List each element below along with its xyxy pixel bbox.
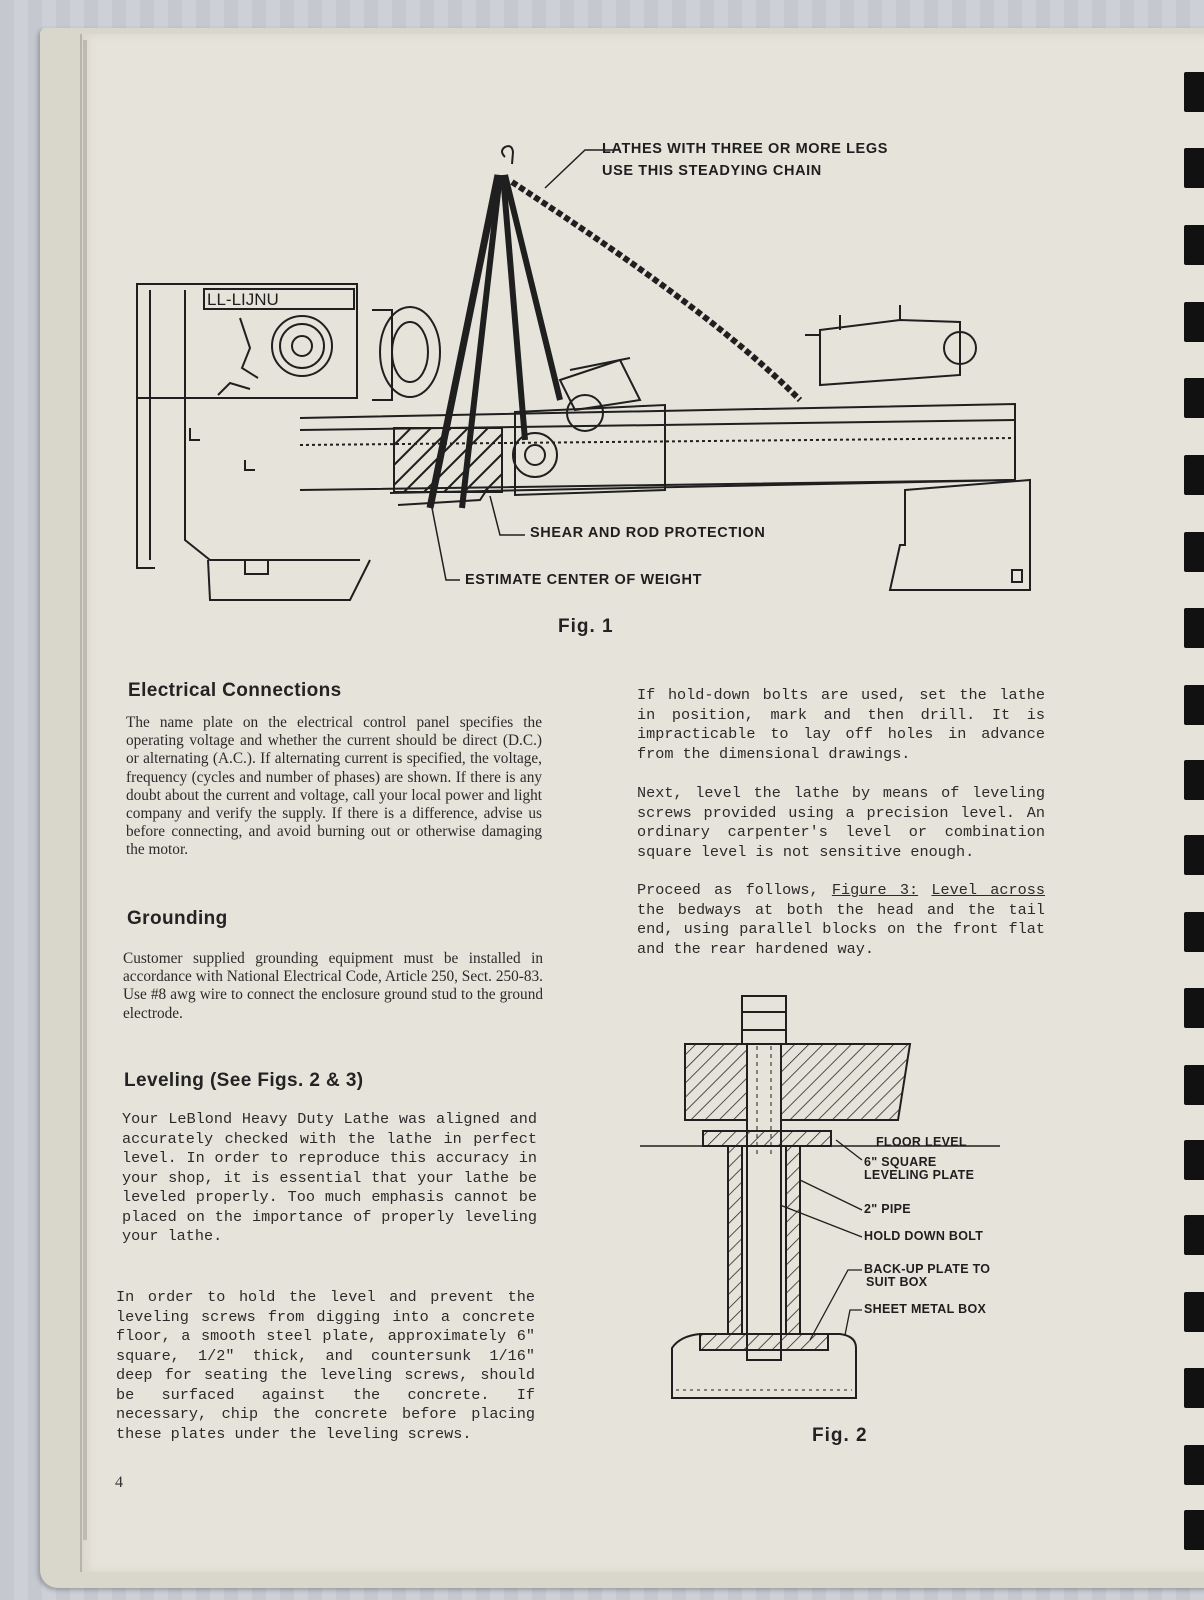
chain-callout: LATHES WITH THREE OR MORE LEGS USE THIS STEADYING CHAIN xyxy=(602,141,888,179)
figure1-caption: Fig. 1 xyxy=(558,616,614,637)
electrical-heading: Electrical Connections xyxy=(128,680,342,701)
leveling-heading: Leveling (See Figs. 2 & 3) xyxy=(124,1070,364,1091)
leveling-para1: Your LeBlond Heavy Duty Lathe was aligned and accurately checked with the lathe in perfect level. In order to reproduce this accuracy in your shop, it is essential that your lathe be leveled properly. Too much emphasis cannot be placed on the importance of properly leveling your lathe. xyxy=(122,1110,537,1245)
figure2-caption: Fig. 2 xyxy=(812,1425,868,1446)
grounding-body: Customer supplied grounding equipment must be installed in accordance with National Electrical Code, Article 250, Sect. 250-83. Use #8 awg wire to connect the enclosure ground stud to the ground electrode. xyxy=(123,950,543,1022)
leveling-plate-label-1: 6" SQUARE xyxy=(864,1155,937,1169)
holddown-paragraph: If hold-down bolts are used, set the lathe in position, mark and then drill. It is impracticable to lay off holes in advance from the dimensional drawings. xyxy=(637,686,1045,763)
figure3-link[interactable]: Figure 3: xyxy=(831,881,919,899)
backup-plate-label-1: BACK-UP PLATE TO xyxy=(864,1262,991,1276)
floor-level-label: FLOOR LEVEL xyxy=(876,1135,967,1149)
backup-plate-label-2: SUIT BOX xyxy=(866,1275,928,1289)
pipe-label: 2" PIPE xyxy=(864,1202,911,1216)
electrical-body: The name plate on the electrical control panel specifies the operating voltage and whether the current should be direct (D.C.) or alternating (A.C.). If alternating current is specified, the voltage, frequency (cycles and number of phases) are shown. If there is any doubt about the current and voltage, call your local power and light company and verify the supply. If there is a difference, advise us before connecting, and avoid burning out or otherwise damaging the motor. xyxy=(126,714,542,859)
bolt-label: HOLD DOWN BOLT xyxy=(864,1229,984,1243)
proceed-prefix: Proceed as follows, xyxy=(637,881,819,899)
leveling-plate-label-2: LEVELING PLATE xyxy=(864,1168,975,1182)
proceed-rest: the bedways at both the head and the tail end, using parallel blocks on the front flat and the rear hardened way. xyxy=(637,900,1045,958)
svg-text:LL-LIJNU: LL-LIJNU xyxy=(207,290,279,309)
sheet-metal-box-label: SHEET METAL BOX xyxy=(864,1302,987,1316)
leveling-para2: In order to hold the level and prevent the leveling screws from digging into a concrete floor, a smooth steel plate, approximately 6" square, 1/2" thick, and countersunk 1/16" deep for seating the leveling screws, should be surfaced against the concrete. If necessary, chip the concrete before placing these plates under the leveling screws. xyxy=(116,1288,535,1443)
center-weight-callout: ESTIMATE CENTER OF WEIGHT xyxy=(465,572,703,588)
shear-rod-callout: SHEAR AND ROD PROTECTION xyxy=(530,525,766,541)
page-number: 4 xyxy=(115,1474,123,1491)
level-lathe-paragraph: Next, level the lathe by means of leveling screws provided using a precision level. An ordinary carpenter's level or combination square level is not sensitive enough. xyxy=(637,784,1045,861)
grounding-heading: Grounding xyxy=(127,908,228,929)
level-across-text: Level across xyxy=(931,881,1045,899)
